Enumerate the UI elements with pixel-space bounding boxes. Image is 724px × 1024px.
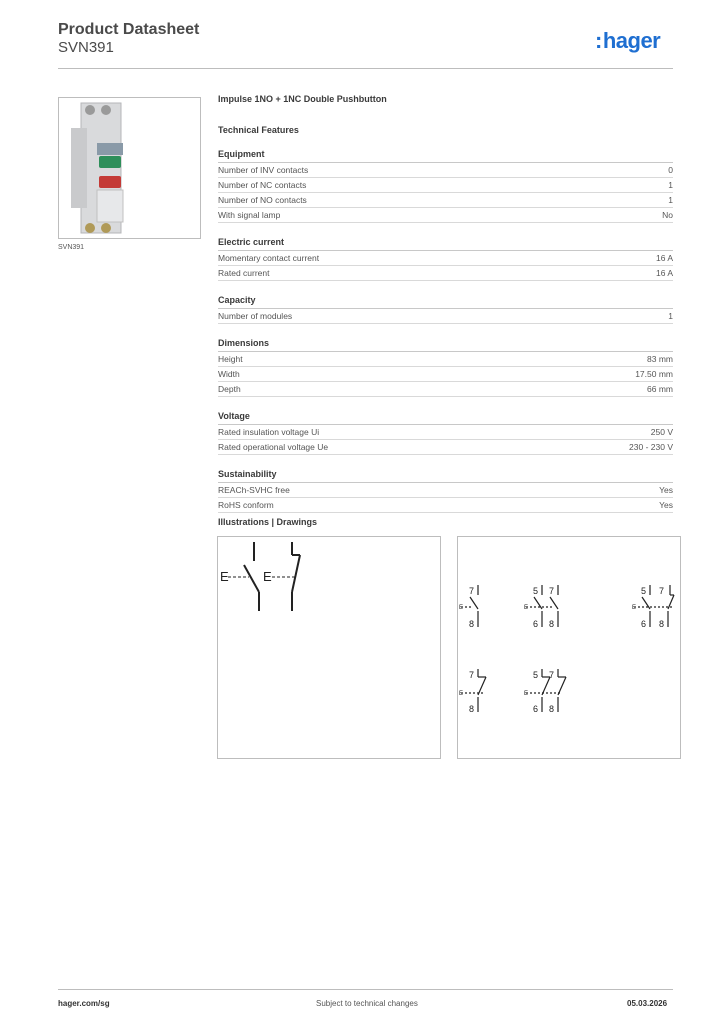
illustrations-heading: Illustrations | Drawings — [218, 517, 318, 527]
actuator-label: E — [524, 691, 529, 697]
actuator-label: E — [459, 605, 464, 611]
spec-value: 17.50 mm — [635, 369, 673, 379]
spec-label: Rated insulation voltage Ui — [218, 427, 320, 437]
terminal-number: 6 — [533, 619, 539, 629]
image-caption: SVN391 — [58, 244, 85, 251]
actuator-label: E — [220, 569, 229, 584]
terminal-number: 7 — [549, 670, 555, 680]
spec-label: REACh-SVHC free — [218, 485, 290, 495]
spec-row — [218, 266, 673, 281]
spec-row — [218, 309, 673, 324]
spec-value: 250 V — [650, 427, 673, 437]
spec-value: 230 - 230 V — [629, 442, 673, 452]
spec-label: Rated operational voltage Ue — [218, 442, 329, 452]
footer-website: hager.com/sg — [58, 999, 110, 1008]
pushbutton-illustration — [59, 98, 200, 238]
section-heading: Capacity — [218, 295, 673, 309]
document-title: Product Datasheet — [58, 21, 200, 38]
spec-value: 83 mm — [647, 354, 673, 364]
actuator-label: E — [263, 569, 272, 584]
spec-row — [218, 367, 673, 382]
contact-symbol-drawing — [218, 537, 440, 758]
spec-row — [218, 178, 673, 193]
section-heading: Electric current — [218, 237, 673, 251]
product-code: SVN391 — [58, 39, 114, 56]
section-heading: Sustainability — [218, 469, 673, 483]
spec-value: No — [662, 210, 673, 220]
spec-label: RoHS conform — [218, 500, 274, 510]
spec-label: Number of INV contacts — [218, 165, 309, 175]
spec-label: Number of NC contacts — [218, 180, 307, 190]
spec-row — [218, 193, 673, 208]
actuator-label: E — [524, 605, 529, 611]
spec-row — [218, 382, 673, 397]
terminal-number: 8 — [659, 619, 665, 629]
spec-label: Number of modules — [218, 311, 293, 321]
spec-value: 1 — [668, 180, 673, 190]
terminal-number: 6 — [641, 619, 647, 629]
spec-label: Number of NO contacts — [218, 195, 307, 205]
terminal-number: 5 — [533, 586, 539, 596]
spec-value: 16 A — [655, 268, 673, 278]
terminal-symbols — [458, 537, 680, 758]
spec-value: 0 — [668, 165, 673, 175]
logo-text: hager — [602, 28, 661, 53]
actuator-label: E — [459, 691, 464, 697]
terminal-number: 5 — [641, 586, 647, 596]
spec-label: Depth — [218, 384, 241, 394]
terminal-number: 6 — [533, 704, 539, 714]
terminal-number: 7 — [549, 586, 555, 596]
technical-features-heading: Technical Features — [218, 125, 299, 135]
actuator-label: E — [632, 605, 637, 611]
spec-label: Momentary contact current — [218, 253, 320, 263]
spec-row — [218, 352, 673, 367]
terminal-number: 7 — [469, 670, 475, 680]
terminal-number: 8 — [549, 704, 555, 714]
hager-logo: :hager — [595, 28, 661, 53]
terminal-number: 7 — [659, 586, 665, 596]
spec-row — [218, 498, 673, 513]
spec-sections — [218, 149, 673, 513]
terminal-number: 8 — [469, 619, 475, 629]
section-heading: Equipment — [218, 149, 673, 163]
spec-value: 1 — [668, 195, 673, 205]
footer-disclaimer: Subject to technical changes — [316, 999, 418, 1008]
terminal-drawing-panel — [457, 536, 681, 759]
terminal-number: 7 — [469, 586, 475, 596]
terminal-number: 5 — [533, 670, 539, 680]
spec-row — [218, 208, 673, 223]
specification-panel — [218, 94, 673, 513]
section-heading: Voltage — [218, 411, 673, 425]
product-image — [58, 97, 201, 239]
wiring-drawing-panel — [217, 536, 441, 759]
header-divider — [58, 68, 673, 69]
spec-value: Yes — [659, 500, 673, 510]
spec-value: 66 mm — [647, 384, 673, 394]
footer-date: 05.03.2026 — [627, 999, 668, 1008]
spec-value: 16 A — [655, 253, 673, 263]
terminal-number: 8 — [469, 704, 475, 714]
spec-value: Yes — [659, 485, 673, 495]
spec-row — [218, 483, 673, 498]
terminal-number: 8 — [549, 619, 555, 629]
spec-label: Width — [218, 369, 240, 379]
spec-row — [218, 251, 673, 266]
spec-label: Height — [218, 354, 243, 364]
spec-row — [218, 440, 673, 455]
spec-value: 1 — [668, 311, 673, 321]
product-name: Impulse 1NO + 1NC Double Pushbutton — [218, 94, 387, 104]
spec-row — [218, 425, 673, 440]
footer-divider — [58, 989, 673, 990]
spec-label: With signal lamp — [218, 210, 281, 220]
section-heading: Dimensions — [218, 338, 673, 352]
spec-row — [218, 163, 673, 178]
spec-label: Rated current — [218, 268, 270, 278]
